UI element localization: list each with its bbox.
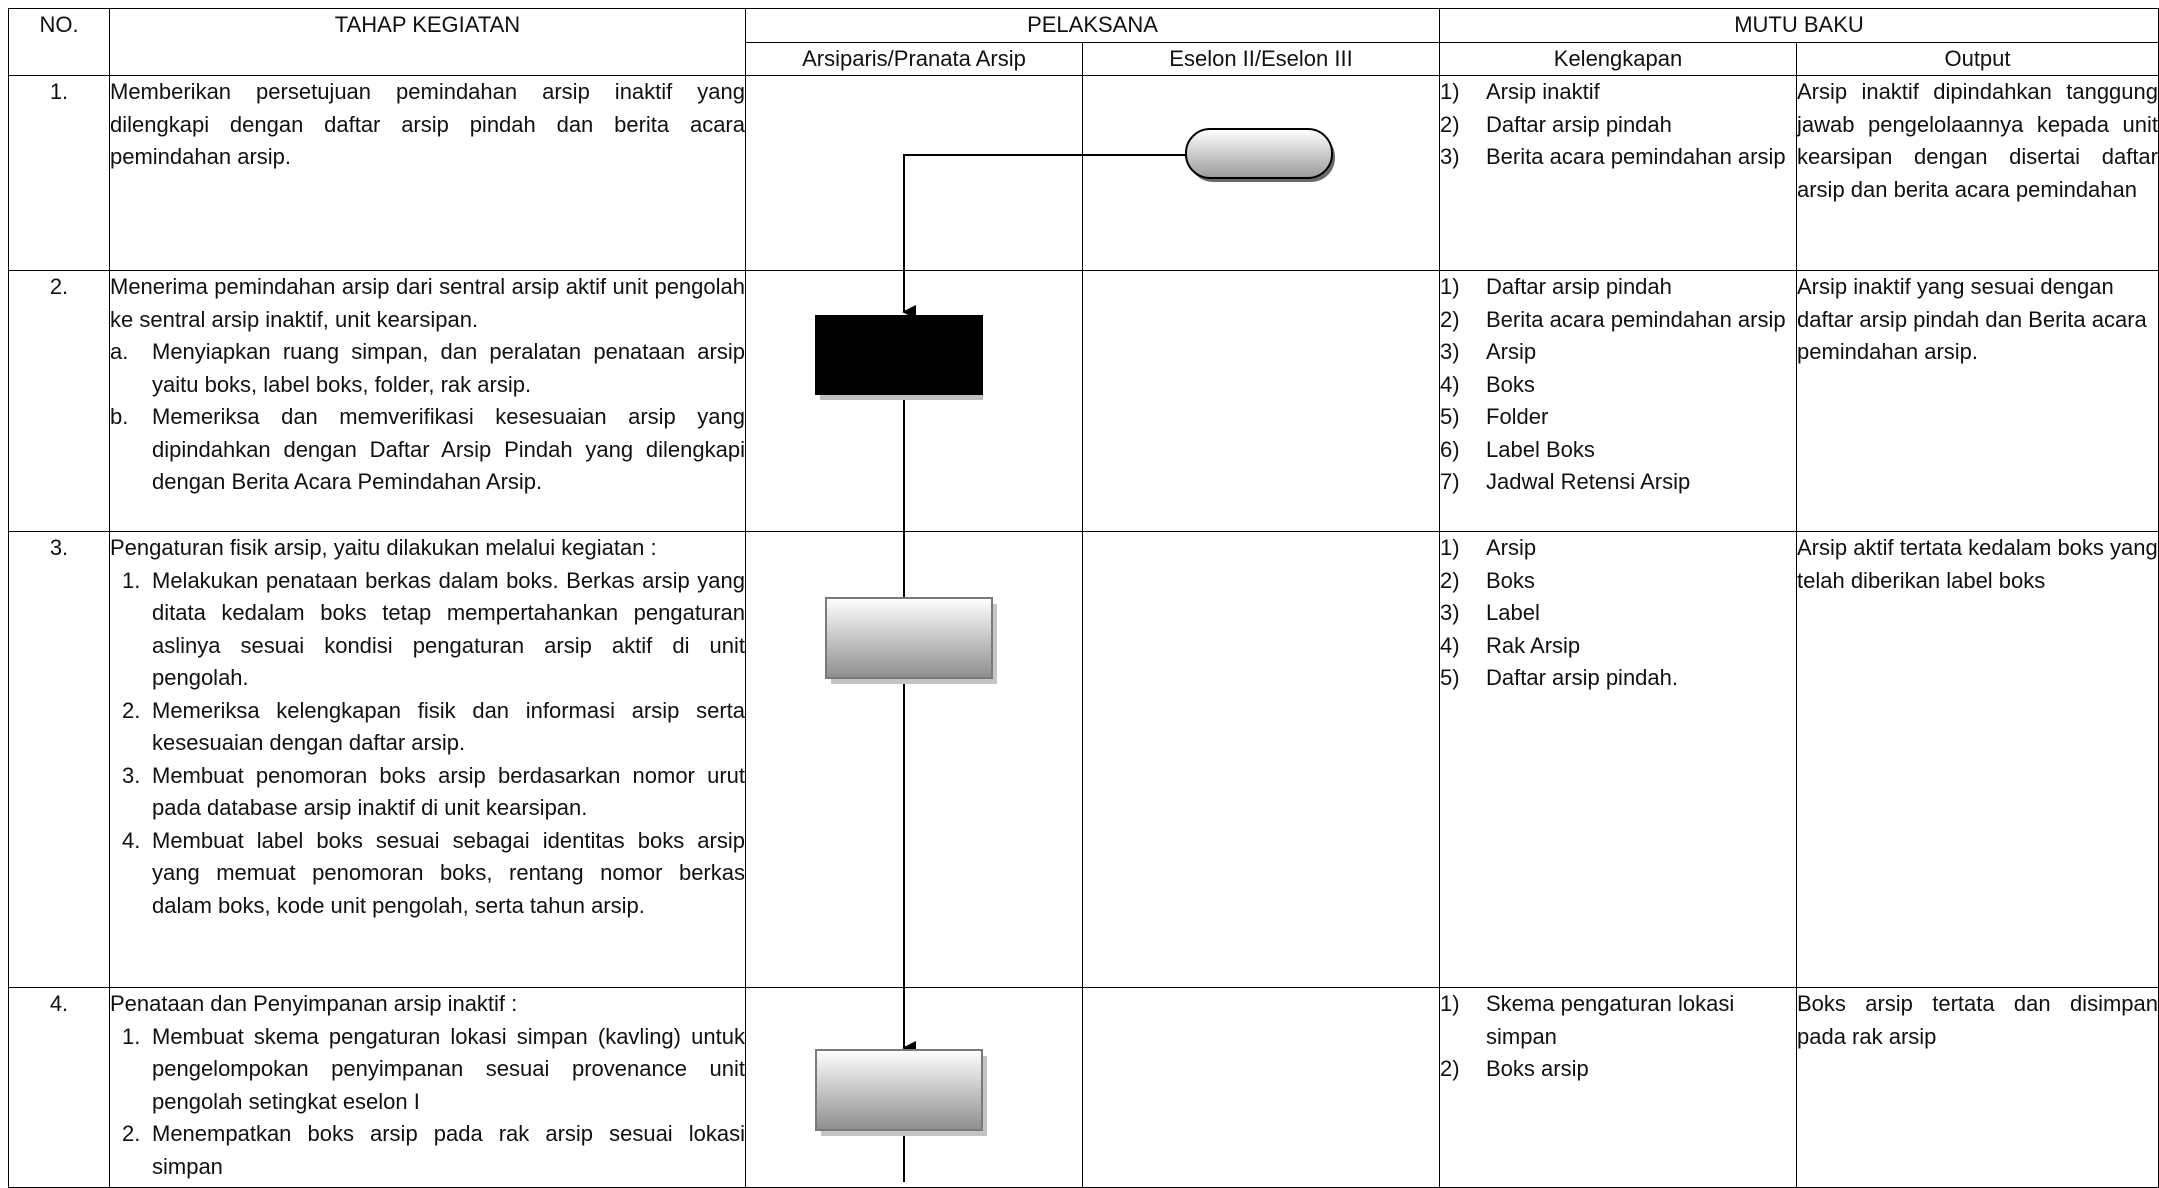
eselon-cell [1083, 532, 1440, 988]
activity-intro: Pengaturan fisik arsip, yaitu dilakukan melalui kegiatan : [110, 535, 657, 560]
list-item: 5) Daftar arsip pindah. [1440, 665, 1678, 690]
list-item: 1) Arsip [1440, 535, 1537, 560]
list-item: 3) Arsip [1440, 339, 1537, 364]
header-pelaksana: PELAKSANA [746, 9, 1440, 43]
eselon-cell [1083, 988, 1440, 1188]
list-item: 4) Boks [1440, 371, 1535, 397]
list-item: 3. Membuat penomoran boks arsip berdasarkan nomor urut pada database arsip inaktif di unit kearsipan. [122, 762, 745, 820]
list-item: b. Memeriksa dan memverifikasi kesesuaian arsip yang dipindahkan dengan Daftar Arsip Pindah yang dilengkapi dengan Berita Acara Pemindahan Arsip. [110, 404, 745, 494]
list-item: 2. Menempatkan boks arsip pada rak arsip sesuai lokasi simpan [122, 1121, 745, 1179]
list-item: 1) Skema pengaturan lokasi simpan [1440, 991, 1735, 1049]
arsiparis-cell [746, 988, 1083, 1188]
list-item: 2) Boks arsip [1440, 1056, 1589, 1081]
list-item: 2) Daftar arsip pindah [1440, 111, 1672, 137]
list-item: a. Menyiapkan ruang simpan, dan peralatan penataan arsip yaitu boks, label boks, folder, rak arsip. [110, 339, 745, 397]
arsiparis-cell [746, 76, 1083, 271]
row-number: 2. [9, 271, 110, 532]
header-kelengkapan: Kelengkapan [1440, 42, 1797, 76]
activity-cell [110, 988, 746, 1188]
list-item: 6) Label Boks [1440, 436, 1595, 462]
list-item: 4) Rak Arsip [1440, 632, 1581, 658]
eselon-cell [1083, 76, 1440, 271]
row-number: 1. [9, 76, 110, 271]
header-eselon: Eselon II/Eselon III [1083, 42, 1440, 76]
sop-table [8, 8, 2159, 1188]
list-item: 2) Berita acara pemindahan arsip [1440, 306, 1786, 332]
table-row [9, 76, 2159, 271]
list-item: 2. Memeriksa kelengkapan fisik dan informasi arsip serta kesesuaian dengan daftar arsip. [122, 697, 745, 755]
output-cell: Boks arsip tertata dan disimpan pada rak arsip [1797, 988, 2159, 1188]
eselon-cell [1083, 271, 1440, 532]
kelengkapan-cell [1440, 76, 1797, 271]
list-item: 7) Jadwal Retensi Arsip [1440, 469, 1691, 494]
activity-intro: Penataan dan Penyimpanan arsip inaktif : [110, 991, 518, 1016]
list-item: 3) Label [1440, 600, 1540, 625]
activity-cell [110, 532, 746, 988]
header-output: Output [1797, 42, 2159, 76]
list-item: 1. Melakukan penataan berkas dalam boks. Berkas arsip yang ditata kedalam boks tetap mempertahankan pengaturan aslinya sesuai kondisi pengaturan arsip aktif di unit pengolah. [122, 567, 745, 690]
list-item: 1. Membuat skema pengaturan lokasi simpan (kavling) untuk pengelompokan penyimpanan sesuai provenance unit pengolah setingkat eselon I [122, 1023, 745, 1114]
header-tahap-kegiatan: TAHAP KEGIATAN [110, 9, 746, 76]
output-cell: Arsip aktif tertata kedalam boks yang telah diberikan label boks [1797, 532, 2159, 988]
activity-cell [110, 76, 746, 271]
kelengkapan-cell [1440, 271, 1797, 532]
list-item: 3) Berita acara pemindahan arsip [1440, 144, 1786, 169]
header-mutu-baku: MUTU BAKU [1440, 9, 2159, 43]
row-number: 4. [9, 988, 110, 1188]
header-no: NO. [9, 9, 110, 76]
list-item: 5) Folder [1440, 404, 1549, 429]
list-item: 1) Arsip inaktif [1440, 79, 1600, 104]
activity-intro: Menerima pemindahan arsip dari sentral arsip aktif unit pengolah ke sentral arsip inaktif, unit kearsipan. [110, 274, 745, 332]
kelengkapan-cell [1440, 988, 1797, 1188]
activity-intro: Memberikan persetujuan pemindahan arsip inaktif yang dilengkapi dengan daftar arsip pindah dan berita acara pemindahan arsip. [110, 79, 745, 169]
header-arsiparis: Arsiparis/Pranata Arsip [746, 42, 1083, 76]
table-row [9, 532, 2159, 988]
arsiparis-cell [746, 532, 1083, 988]
output-cell: Arsip inaktif dipindahkan tanggung jawab pengelolaannya kepada unit kearsipan dengan disertai daftar arsip dan berita acara pemindahan [1797, 76, 2159, 271]
arsiparis-cell [746, 271, 1083, 532]
activity-cell [110, 271, 746, 532]
list-item: 4. Membuat label boks sesuai sebagai identitas boks arsip yang memuat penomoran boks, rentang nomor berkas dalam boks, kode unit pengolah, serta tahun arsip. [122, 827, 745, 918]
table-row [9, 271, 2159, 532]
list-item: 2) Boks [1440, 567, 1535, 593]
table-row [9, 988, 2159, 1188]
list-item: 1) Daftar arsip pindah [1440, 274, 1672, 299]
kelengkapan-cell [1440, 532, 1797, 988]
output-cell: Arsip inaktif yang sesuai dengan daftar arsip pindah dan Berita acara pemindahan arsip. [1797, 271, 2159, 532]
row-number: 3. [9, 532, 110, 988]
